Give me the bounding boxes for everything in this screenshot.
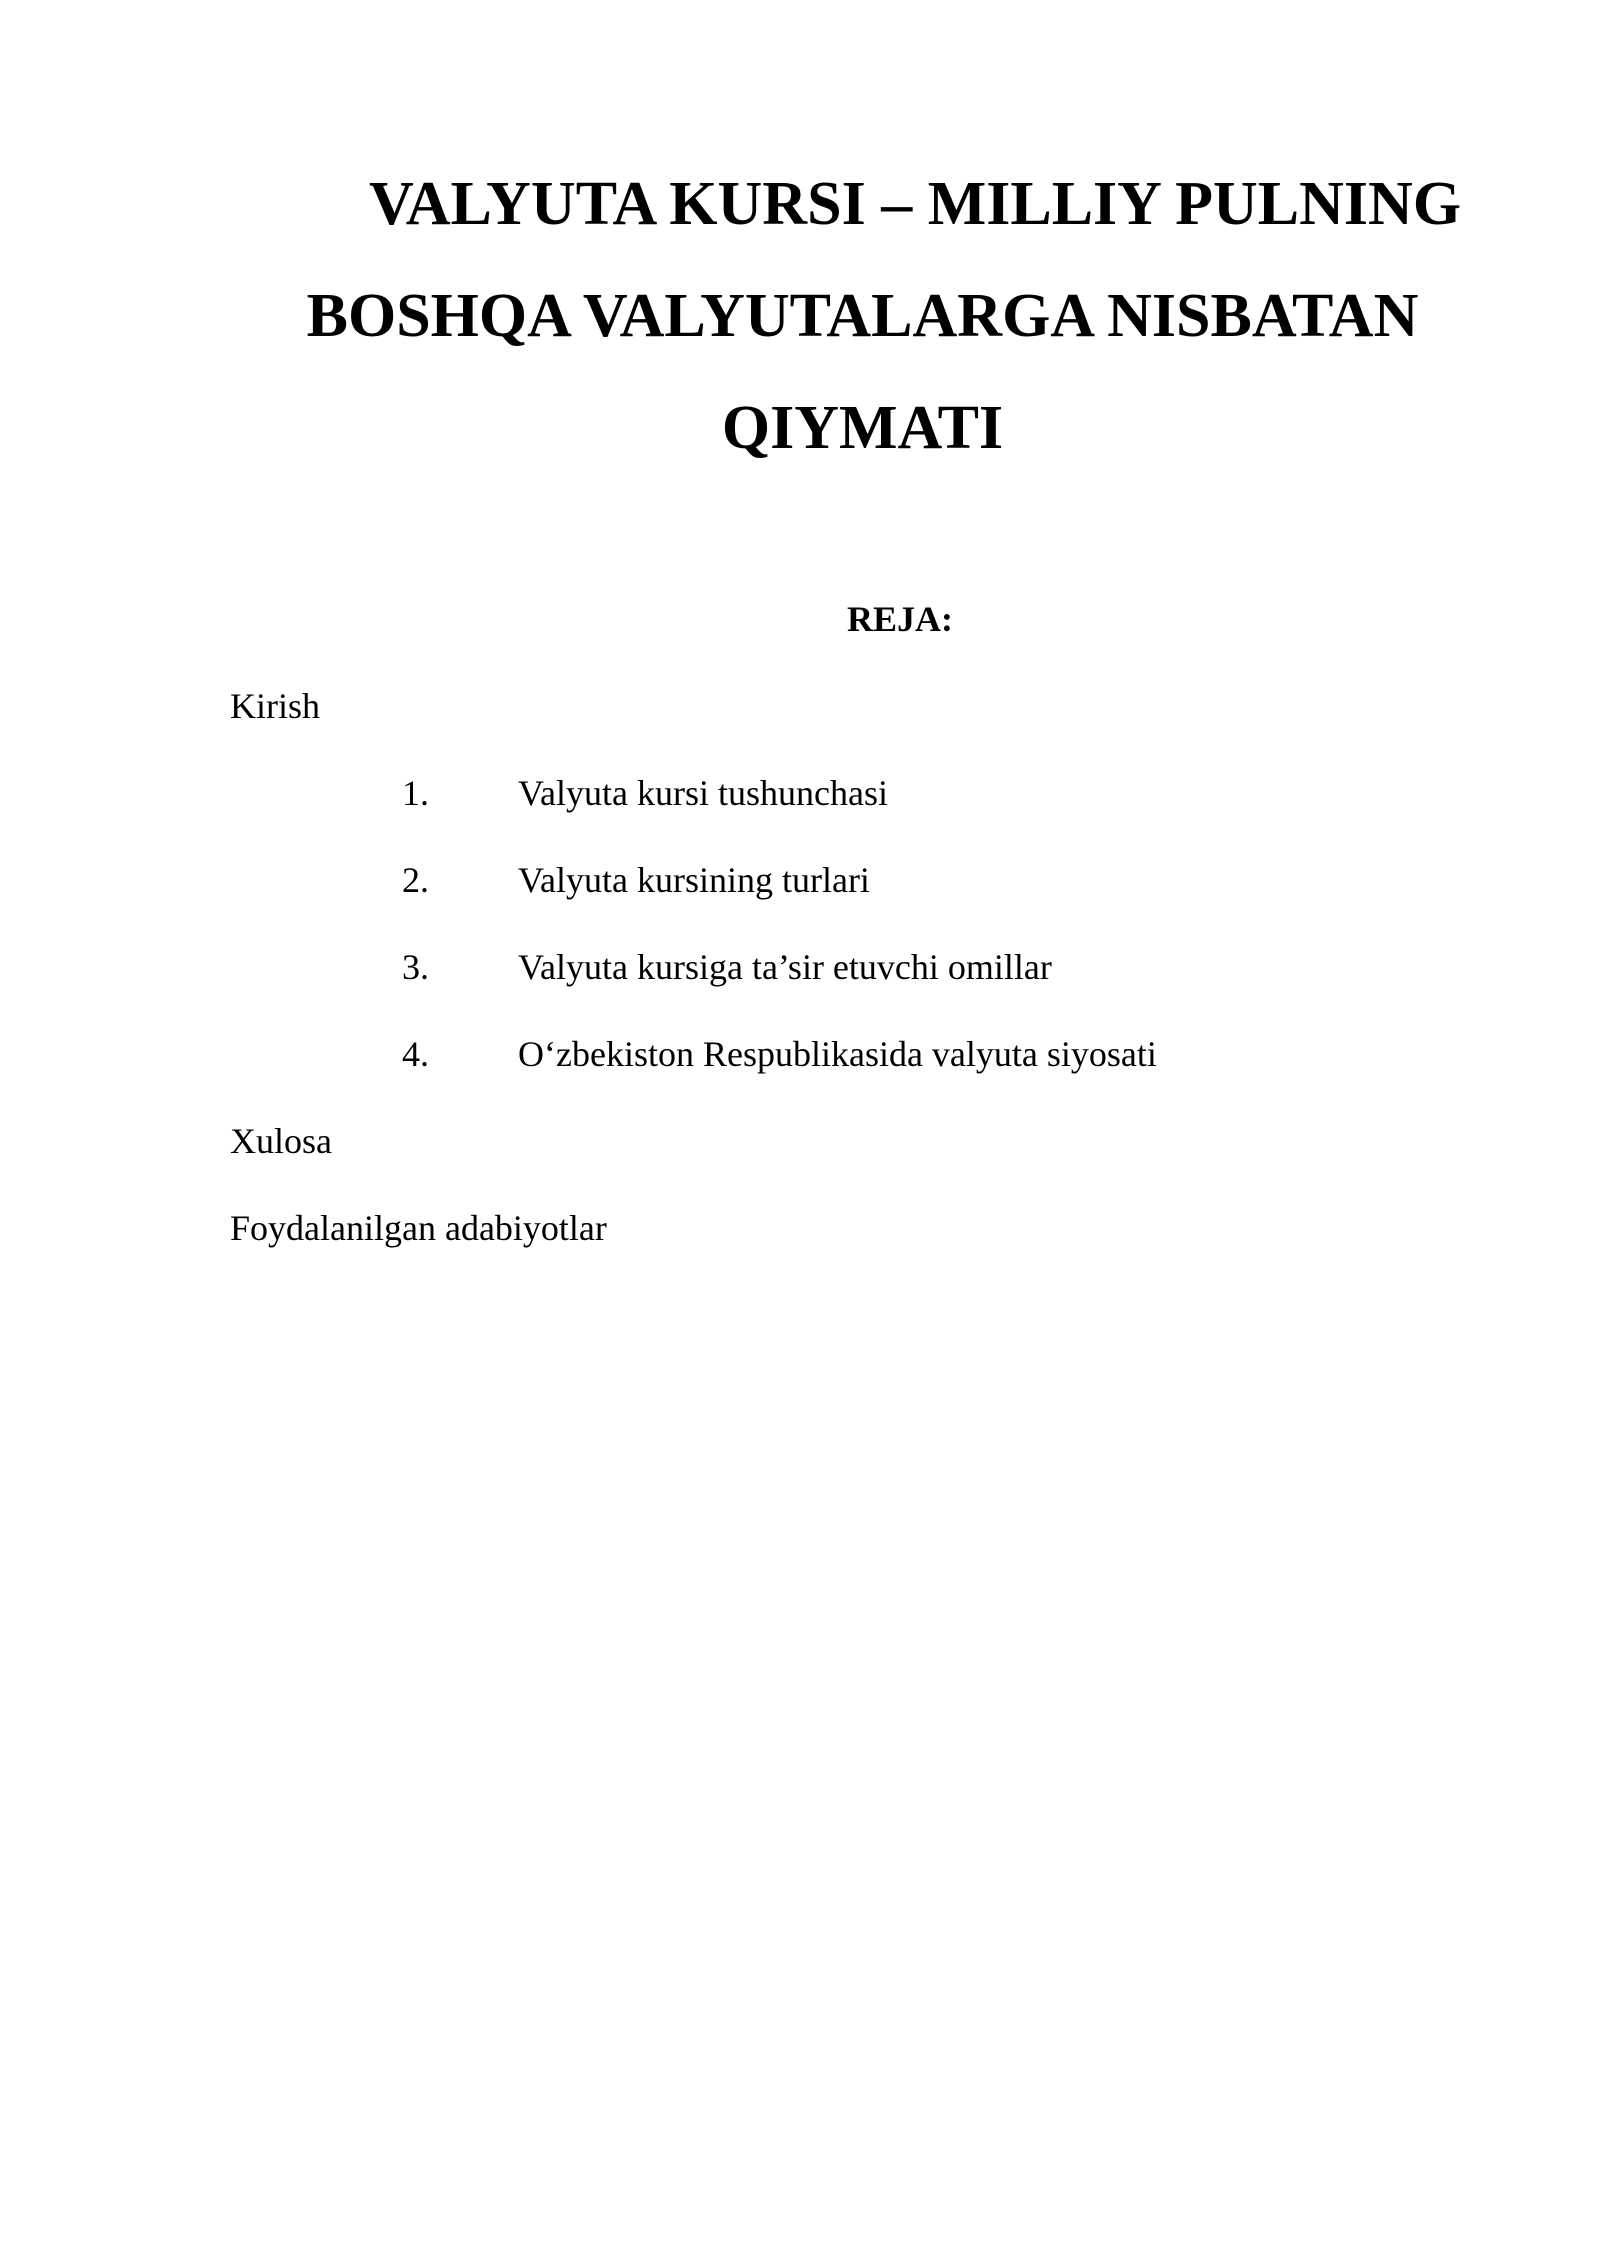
plan-heading: REJA: xyxy=(847,599,953,639)
plan-item-number: 1. xyxy=(402,773,429,813)
plan-item-number: 2. xyxy=(402,860,429,900)
plan-item-number: 4. xyxy=(402,1034,429,1074)
plan-references: Foydalanilgan adabiyotlar xyxy=(230,1208,607,1248)
title-line-3: QIYMATI xyxy=(721,394,1004,462)
document-title xyxy=(230,148,1495,484)
plan-conclusion: Xulosa xyxy=(230,1121,332,1161)
title-line-1: VALYUTA KURSI – MILLIY PULNING xyxy=(368,170,1462,238)
plan-item-number: 3. xyxy=(402,947,429,987)
title-line-2: BOSHQA VALYUTALARGA NISBATAN xyxy=(306,282,1419,350)
plan-item-text: Valyuta kursining turlari xyxy=(518,860,870,900)
plan-item-text: O‘zbekiston Respublikasida valyuta siyosati xyxy=(518,1034,1157,1074)
plan-item-text: Valyuta kursi tushunchasi xyxy=(518,773,888,813)
plan-item-text: Valyuta kursiga ta’sir etuvchi omillar xyxy=(518,947,1052,987)
plan-intro: Kirish xyxy=(230,686,320,726)
